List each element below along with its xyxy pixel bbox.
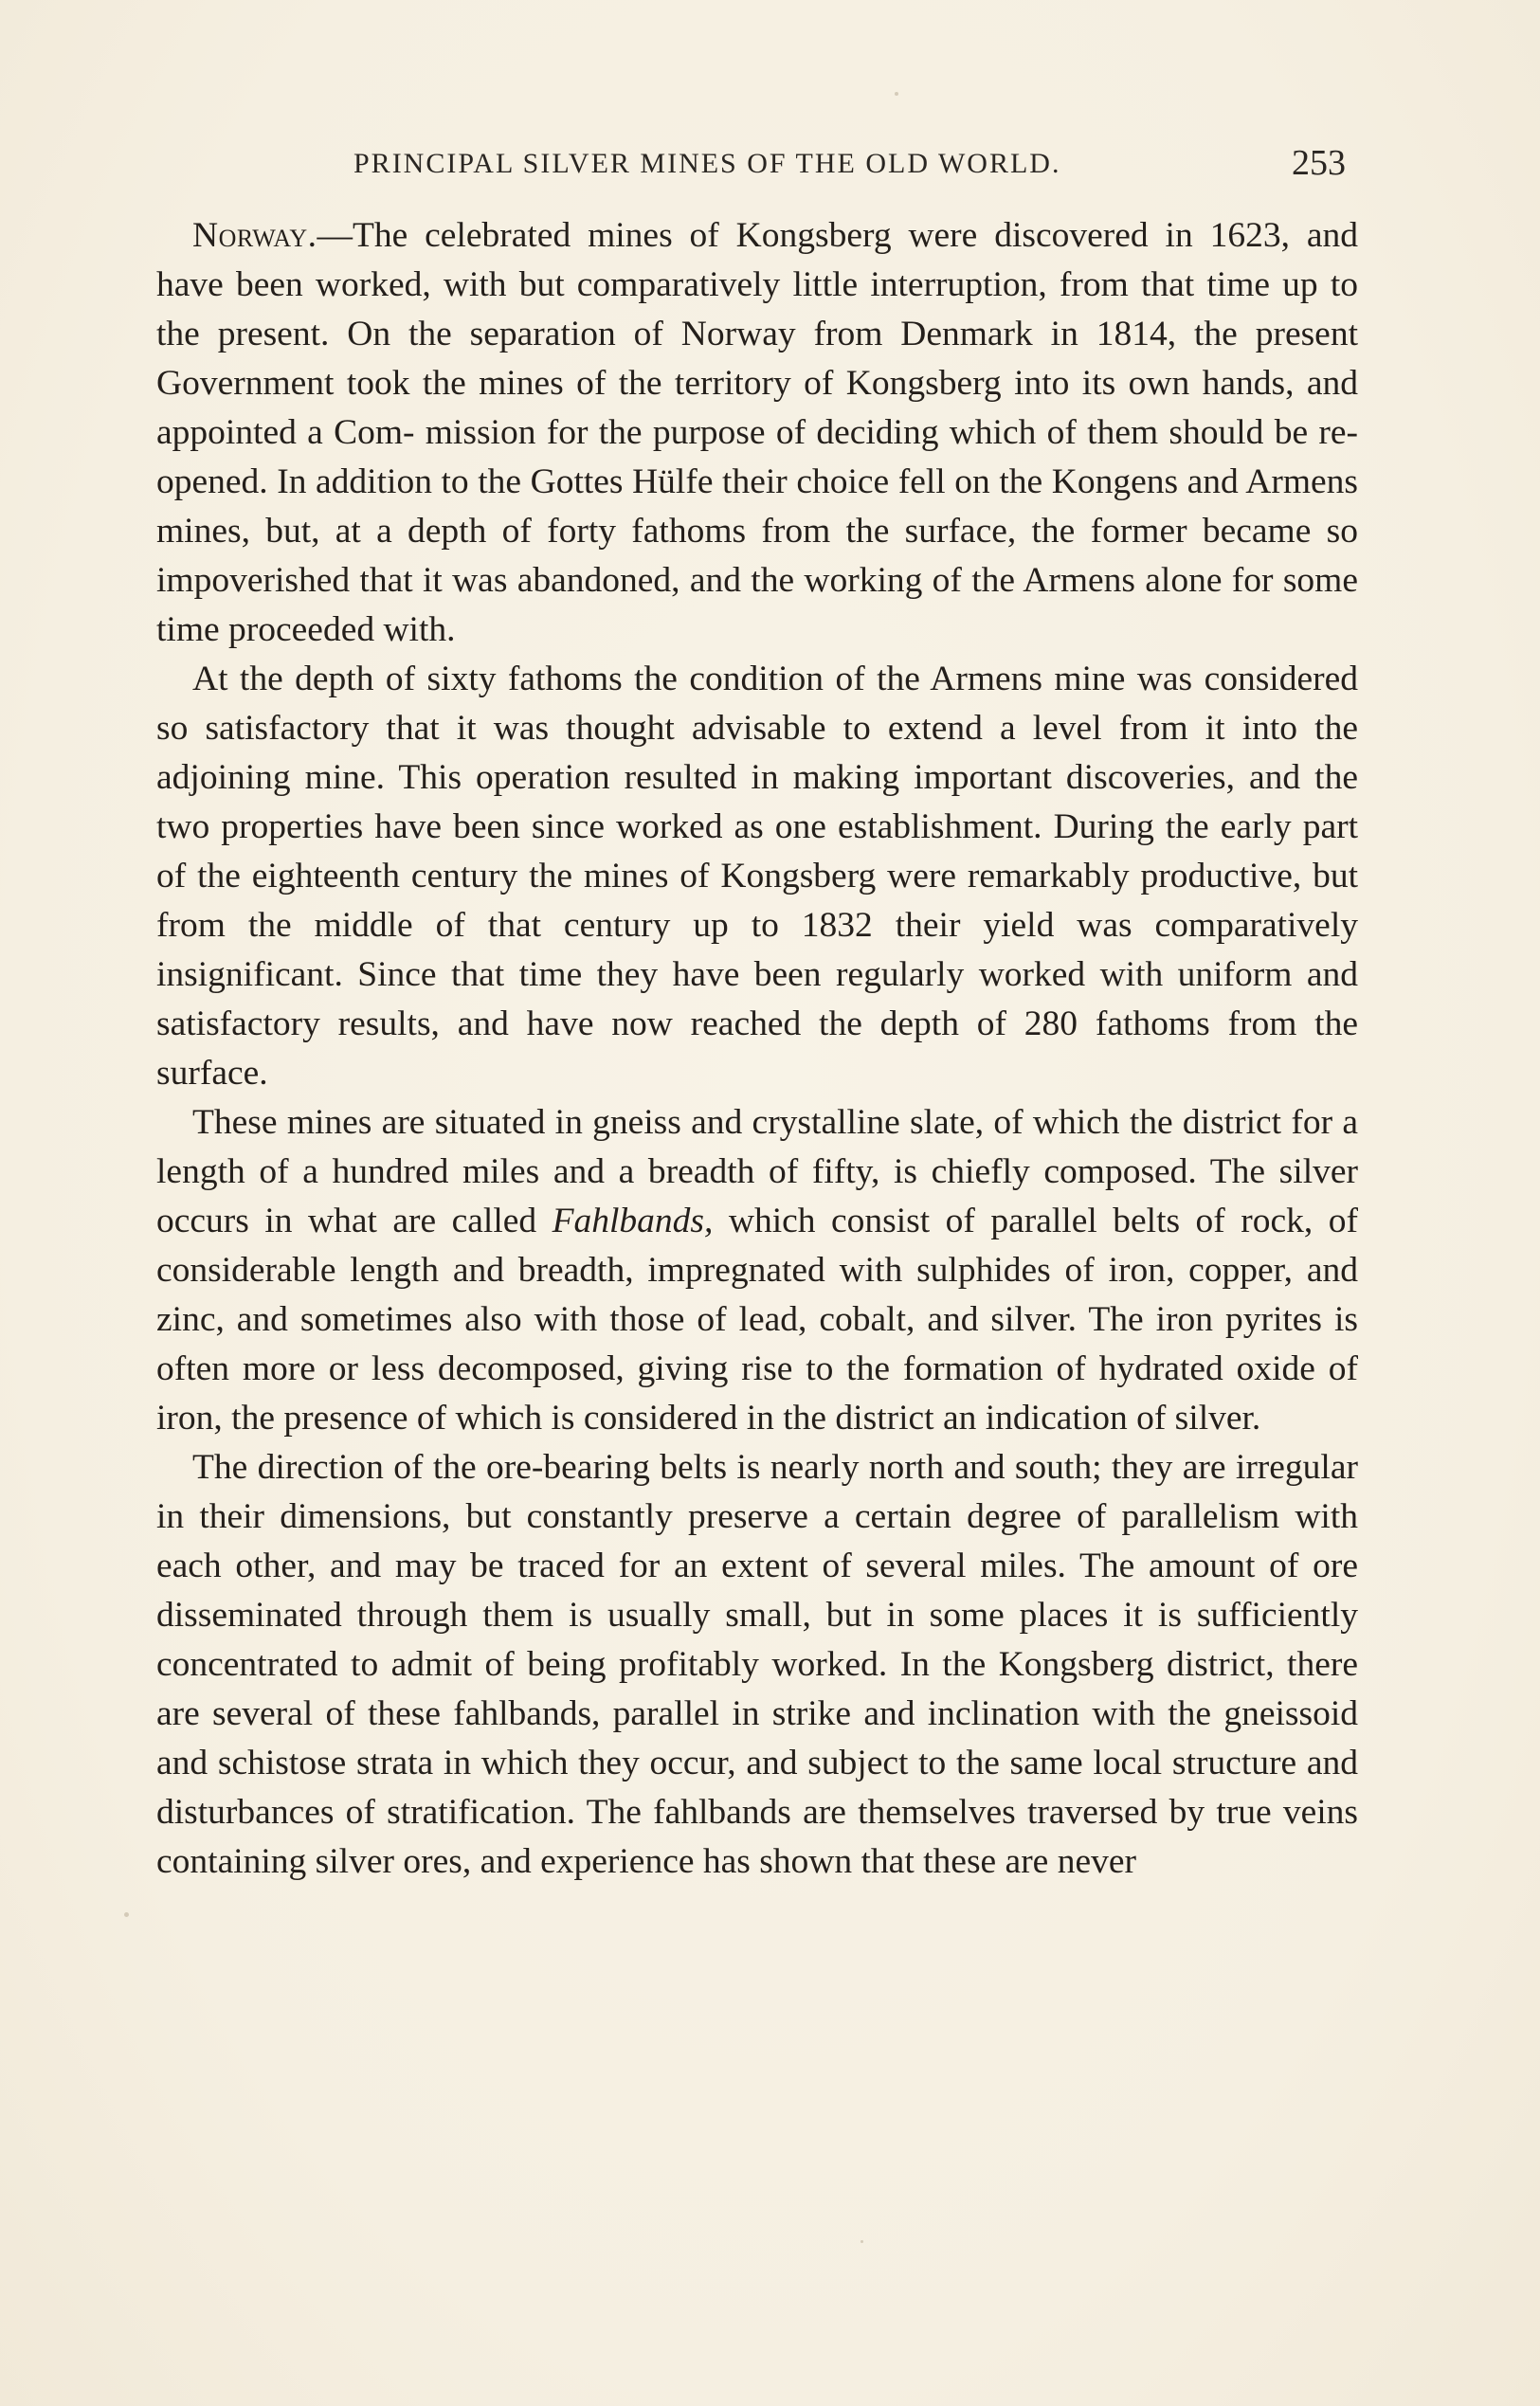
body-text: [156, 211, 1358, 1887]
paragraph-geology: [156, 1098, 1358, 1443]
paragraph-armens-depth: [156, 655, 1358, 1098]
running-header: [159, 142, 1355, 190]
running-title: PRINCIPAL SILVER MINES OF THE OLD WORLD.: [353, 148, 1061, 179]
paragraph-text: The direction of the ore-bearing belts is nearly north and south; they are irregular in their dimensions, but constantly preserve a certain degree of parallelism with each other, and may be traced for an extent of several miles. The amount of ore disseminated through them is usually small, but in some places it is sufficiently concentrated to admit of being profitably worked. In the Kongsberg district, there are several of these fahlbands, parallel in strike and inclination with the gneissoid and schistose strata in which they occur, and subject to the same local structure and disturbances of stratification. The fahlbands are themselves traversed by true veins containing silver ores, and experience has shown that these are never: [156, 1448, 1358, 1881]
paragraph-text: —The celebrated mines of Kongsberg were discovered in 1623, and have been worked, with but comparatively little interruption, from that time up to the present. On the separation of Norway from Denmark in 1814, the present Government took the mines of the territory of Kongsberg into its own hands, and appointed a Com- mission for the purpose of deciding which of them should be re-opened. In addition to the Gottes Hülfe their choice fell on the Kongens and Armens mines, but, at a depth of forty fathoms from the surface, the former became so impoverished that it was abandoned, and the working of the Armens alone for some time proceeded with.: [156, 216, 1358, 649]
page-number: 253: [1292, 143, 1346, 183]
paragraph-text: These mines are situated in gneiss and crystalline slate, of which the district for a length of a hundred miles and a breadth of fifty, is chiefly composed. The silver occurs in what are called: [156, 1103, 1358, 1240]
paper-speck: [861, 2240, 863, 2243]
section-lead: Norway.: [192, 216, 317, 255]
paper-speck: [895, 92, 898, 96]
paragraph-text: which consist of parallel belts of rock, of considerable length and breadth, impregnated with sulphides of iron, copper, and zinc, and sometimes also with those of lead, cobalt, and silver. The iron pyrites is often more or less decomposed, giving rise to the formation of hydrated oxide of iron, the presence of which is considered in the district an indication of silver.: [156, 1202, 1358, 1438]
paragraph-text: At the depth of sixty fathoms the condition of the Armens mine was considered so satisfactory that it was thought advisable to extend a level from it into the adjoining mine. This operation resulted in making important discoveries, and the two properties have been since worked as one establishment. During the early part of the eighteenth century the mines of Kongsberg were remarkably productive, but from the middle of that century up to 1832 their yield was comparatively insignificant. Since that time they have been regularly worked with uniform and satisfactory results, and have now reached the depth of 280 fathoms from the surface.: [156, 660, 1358, 1093]
paper-speck: [124, 1912, 129, 1917]
paragraph-ore-belts: [156, 1443, 1358, 1887]
italic-term: Fahlbands,: [552, 1202, 714, 1240]
paragraph-norway: [156, 211, 1358, 655]
